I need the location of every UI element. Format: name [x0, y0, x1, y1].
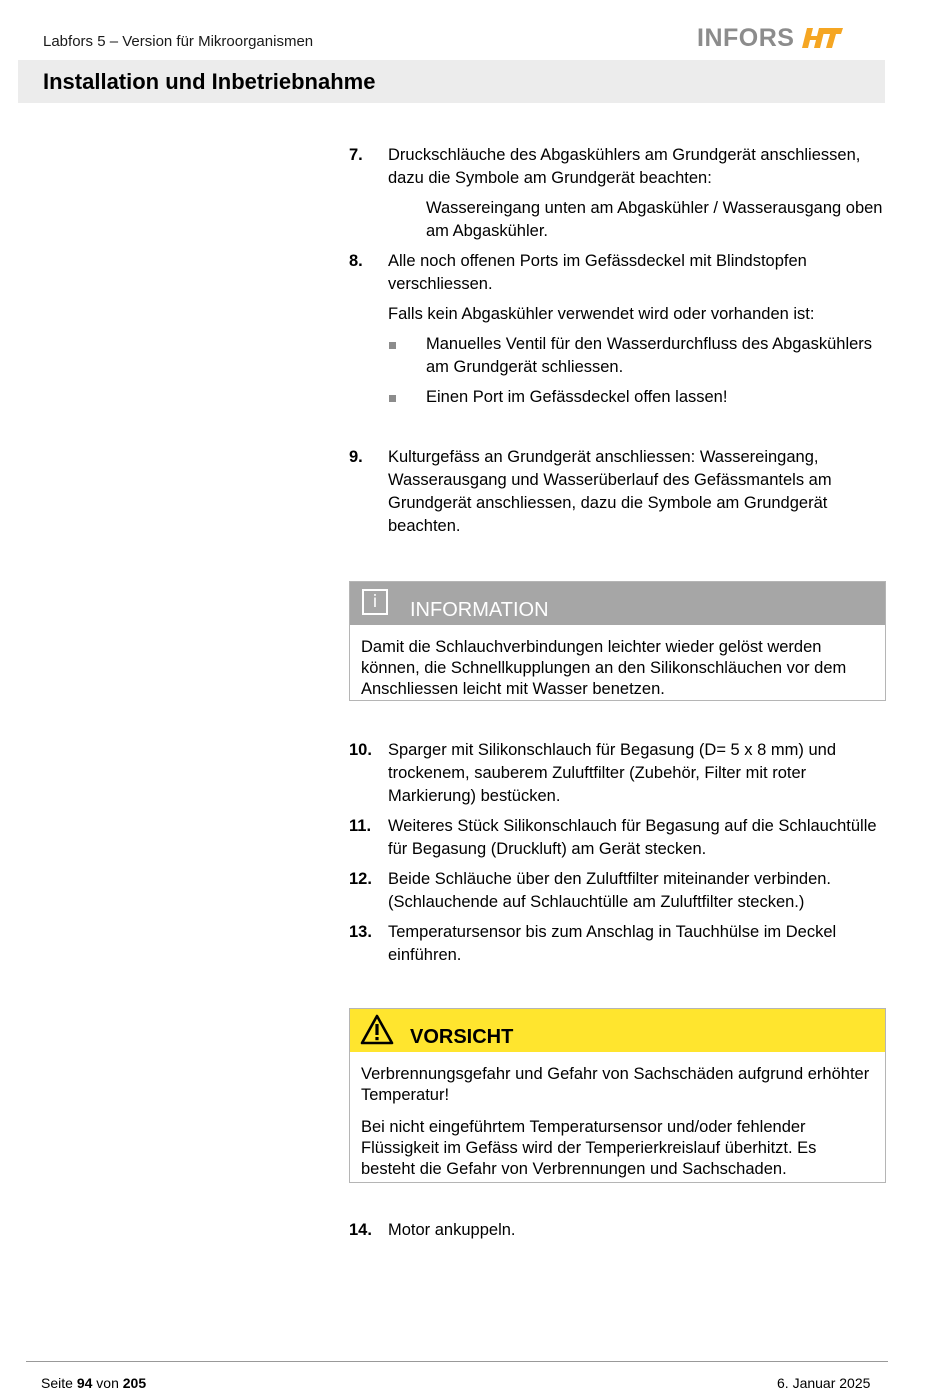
- step-text: Sparger mit Silikonschlauch für Begasung (D= 5 x 8 mm) und trockenem, sauberem Zuluftfilter (Zubehör, Filter mit roter Markierung) bestücken.: [388, 741, 836, 805]
- step-text: Druckschläuche des Abgaskühlers am Grundgerät anschliessen, dazu die Symbole am Grundgerät beachten:: [388, 146, 861, 187]
- step-9: [349, 446, 886, 538]
- bullet-item: [388, 386, 886, 409]
- step-8: [349, 250, 886, 296]
- step-10: [349, 739, 886, 808]
- page-mid: von: [92, 1375, 123, 1391]
- warning-header: [350, 1009, 885, 1052]
- step-12: [349, 868, 886, 914]
- step-text: Temperatursensor bis zum Anschlag in Tauchhülse im Deckel einführen.: [388, 923, 837, 964]
- step-number: 11.: [349, 817, 372, 835]
- warning-text: Verbrennungsgefahr und Gefahr von Sachschäden aufgrund erhöhter Temperatur!: [361, 1065, 870, 1104]
- header-subtitle: Labfors 5 – Version für Mikroorganismen: [43, 33, 314, 50]
- step-8-condition: Falls kein Abgaskühler verwendet wird oder vorhanden ist:: [388, 305, 815, 323]
- step-13: [349, 921, 886, 967]
- bullet-item: [388, 333, 886, 379]
- information-body: [350, 625, 885, 700]
- information-header: [350, 582, 885, 625]
- logo-text: INFORS: [697, 23, 795, 52]
- square-bullet-icon: [388, 333, 426, 379]
- bullet-text: Einen Port im Gefässdeckel offen lassen!: [426, 388, 728, 406]
- step-7-detail: Wassereingang unten am Abgaskühler / Wasserausgang oben am Abgaskühler.: [426, 199, 883, 240]
- step-number: 10.: [349, 741, 372, 759]
- step-number: 12.: [349, 870, 372, 888]
- step-text: Weiteres Stück Silikonschlauch für Begasung auf die Schlauchtülle für Begasung (Druckluft) am Gerät stecken.: [388, 817, 877, 858]
- page-total: 205: [122, 1375, 147, 1391]
- information-text: Damit die Schlauchverbindungen leichter wieder gelöst werden können, die Schnellkupplungen an den Silikonschläuchen vor dem Anschliessen leicht mit Wasser benetzen.: [361, 638, 847, 698]
- footer-date: 6. Januar 2025: [777, 1375, 871, 1391]
- bullet-text: Manuelles Ventil für den Wasserdurchfluss des Abgaskühlers am Grundgerät schliessen.: [426, 335, 873, 376]
- step-number: 9.: [349, 448, 363, 466]
- page-current: 94: [76, 1375, 93, 1391]
- step-text: Kulturgefäss an Grundgerät anschliessen: Wassereingang, Wasserausgang und Wasserüberlauf des Gefässmantels am Grundgerät anschliessen, dazu die Symbole am Grundgerät beachten.: [388, 448, 832, 535]
- step-number: 8.: [349, 252, 363, 270]
- logo-ht-mark: [800, 26, 844, 50]
- step-11: [349, 815, 886, 861]
- step-text: Alle noch offenen Ports im Gefässdeckel mit Blindstopfen verschliessen.: [388, 252, 807, 293]
- warning-box: [349, 1008, 886, 1183]
- step-number: 13.: [349, 923, 372, 941]
- info-icon: i: [362, 589, 388, 615]
- main-content: [349, 144, 886, 1249]
- warning-title: VORSICHT: [410, 1026, 514, 1048]
- warning-detail-text: Bei nicht eingeführtem Temperatursensor und/oder fehlender Flüssigkeit im Gefäss wird der Temperierkreislauf überhitzt. Es besteht die Gefahr von Verbrennungen und Sachschaden.: [361, 1118, 817, 1178]
- step-text: Beide Schläuche über den Zuluftfilter miteinander verbinden. (Schlauchende auf Schlauchtülle am Zuluftfilter stecken.): [388, 870, 832, 911]
- step-number: 14.: [349, 1221, 372, 1239]
- warning-body: [350, 1052, 885, 1182]
- information-box: [349, 581, 886, 701]
- page-title: Installation und Inbetriebnahme: [43, 69, 376, 94]
- page-number: [41, 1375, 146, 1391]
- square-bullet-icon: [388, 386, 426, 409]
- section-title-bar: [18, 60, 885, 103]
- step-14: [349, 1219, 886, 1242]
- step-7: [349, 144, 886, 190]
- step-number: 7.: [349, 146, 363, 164]
- page-prefix: Seite: [41, 1375, 77, 1391]
- information-title: INFORMATION: [410, 599, 549, 621]
- warning-triangle-icon: [360, 1014, 394, 1045]
- step-text: Motor ankuppeln.: [388, 1221, 516, 1239]
- footer-divider: [26, 1361, 888, 1362]
- infors-logo: [697, 23, 844, 53]
